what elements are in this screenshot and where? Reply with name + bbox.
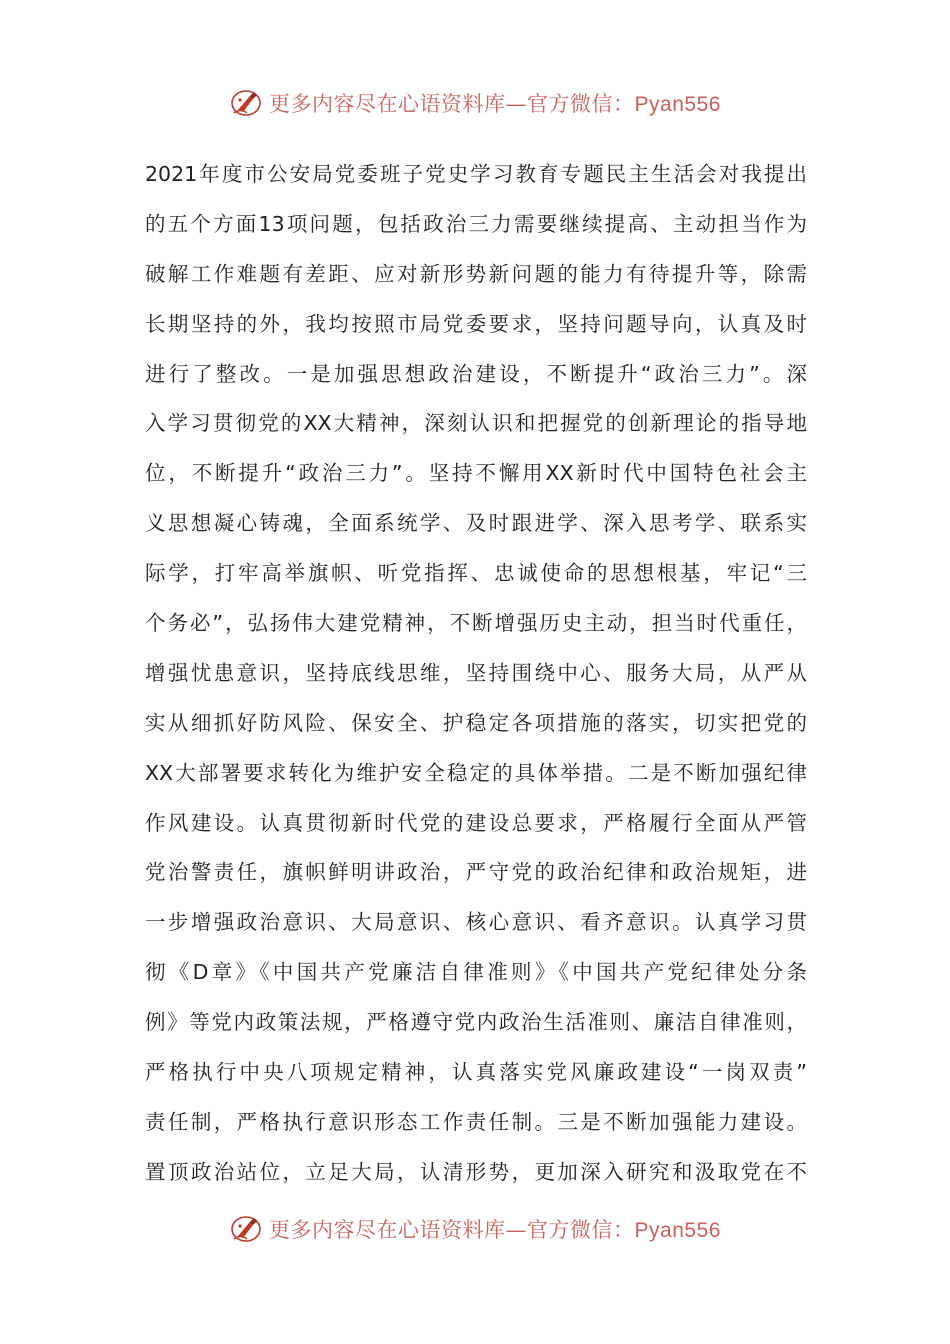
banner-wechat-label: 官方微信： (527, 1218, 635, 1242)
text-line: 的五个方面13项问题，包括政治三力需要继续提高、主动担当作为 (145, 211, 807, 236)
banner-text (269, 1214, 721, 1244)
banner-library-name: 更多内容尽在心语资料库 (269, 92, 506, 116)
text-line: 长期坚持的外，我均按照市局党委要求，坚持问题导向，认真及时 (145, 311, 807, 336)
text-line: 彻《D章》《中国共产党廉洁自律准则》《中国共产党纪律处分条 (145, 960, 807, 985)
banner-dash: — (505, 92, 528, 116)
text-line: 一步增强政治意识、大局意识、核心意识、看齐意识。认真学习贯 (145, 910, 807, 935)
banner-wechat-id: Pyan556 (634, 1219, 721, 1242)
text-line: 责任制，严格执行意识形态工作责任制。三是不断加强能力建设。 (145, 1109, 807, 1134)
text-line: XX大部署要求转化为维护安全稳定的具体举措。二是不断加强纪律 (145, 760, 807, 785)
text-line: 破解工作难题有差距、应对新形势新问题的能力有待提升等，除需 (145, 261, 807, 286)
banner-text (269, 88, 721, 118)
text-line: 际学，打牢高举旗帜、听党指挥、忠诚使命的思想根基，牢记“三 (145, 561, 807, 586)
text-line: 位，不断提升“政治三力”。坚持不懈用XX新时代中国特色社会主 (145, 461, 807, 486)
text-line: 严格执行中央八项规定精神，认真落实党风廉政建设“一岗双责” (145, 1060, 807, 1085)
text-line: 置顶政治站位，立足大局，认清形势，更加深入研究和汲取党在不 (145, 1159, 807, 1184)
text-line: 例》等党内政策法规，严格遵守党内政治生活准则、廉洁自律准则， (145, 1010, 807, 1035)
text-line: 作风建设。认真贯彻新时代党的建设总要求，严格履行全面从严管 (145, 810, 807, 835)
text-line: 进行了整改。一是加强思想政治建设，不断提升“政治三力”。深 (145, 361, 807, 386)
banner-library-name: 更多内容尽在心语资料库 (269, 1218, 506, 1242)
header-banner (0, 83, 950, 123)
text-line: 个务必”，弘扬伟大建党精神，不断增强历史主动，担当时代重任， (145, 611, 807, 636)
text-line: 义思想凝心铸魂，全面系统学、及时跟进学、深入思考学、联系实 (145, 511, 807, 536)
text-line: 增强忧患意识，坚持底线思维，坚持围绕中心、服务大局，从严从 (145, 660, 807, 685)
pen-nib-logo-icon (229, 86, 263, 120)
text-line: 2021年度市公安局党委班子党史学习教育专题民主生活会对我提出 (145, 162, 807, 186)
text-line: 党治警责任，旗帜鲜明讲政治，严守党的政治纪律和政治规矩，进 (145, 860, 807, 885)
banner-wechat-id: Pyan556 (634, 93, 721, 116)
text-line: 入学习贯彻党的XX大精神，深刻认识和把握党的创新理论的指导地 (145, 411, 807, 436)
banner-dash: — (505, 1218, 528, 1242)
pen-nib-logo-icon (229, 1212, 263, 1246)
body-paragraph (145, 150, 807, 1198)
text-line: 实从细抓好防风险、保安全、护稳定各项措施的落实，切实把党的 (145, 710, 807, 735)
banner-wechat-label: 官方微信： (527, 92, 635, 116)
footer-banner (0, 1209, 950, 1249)
